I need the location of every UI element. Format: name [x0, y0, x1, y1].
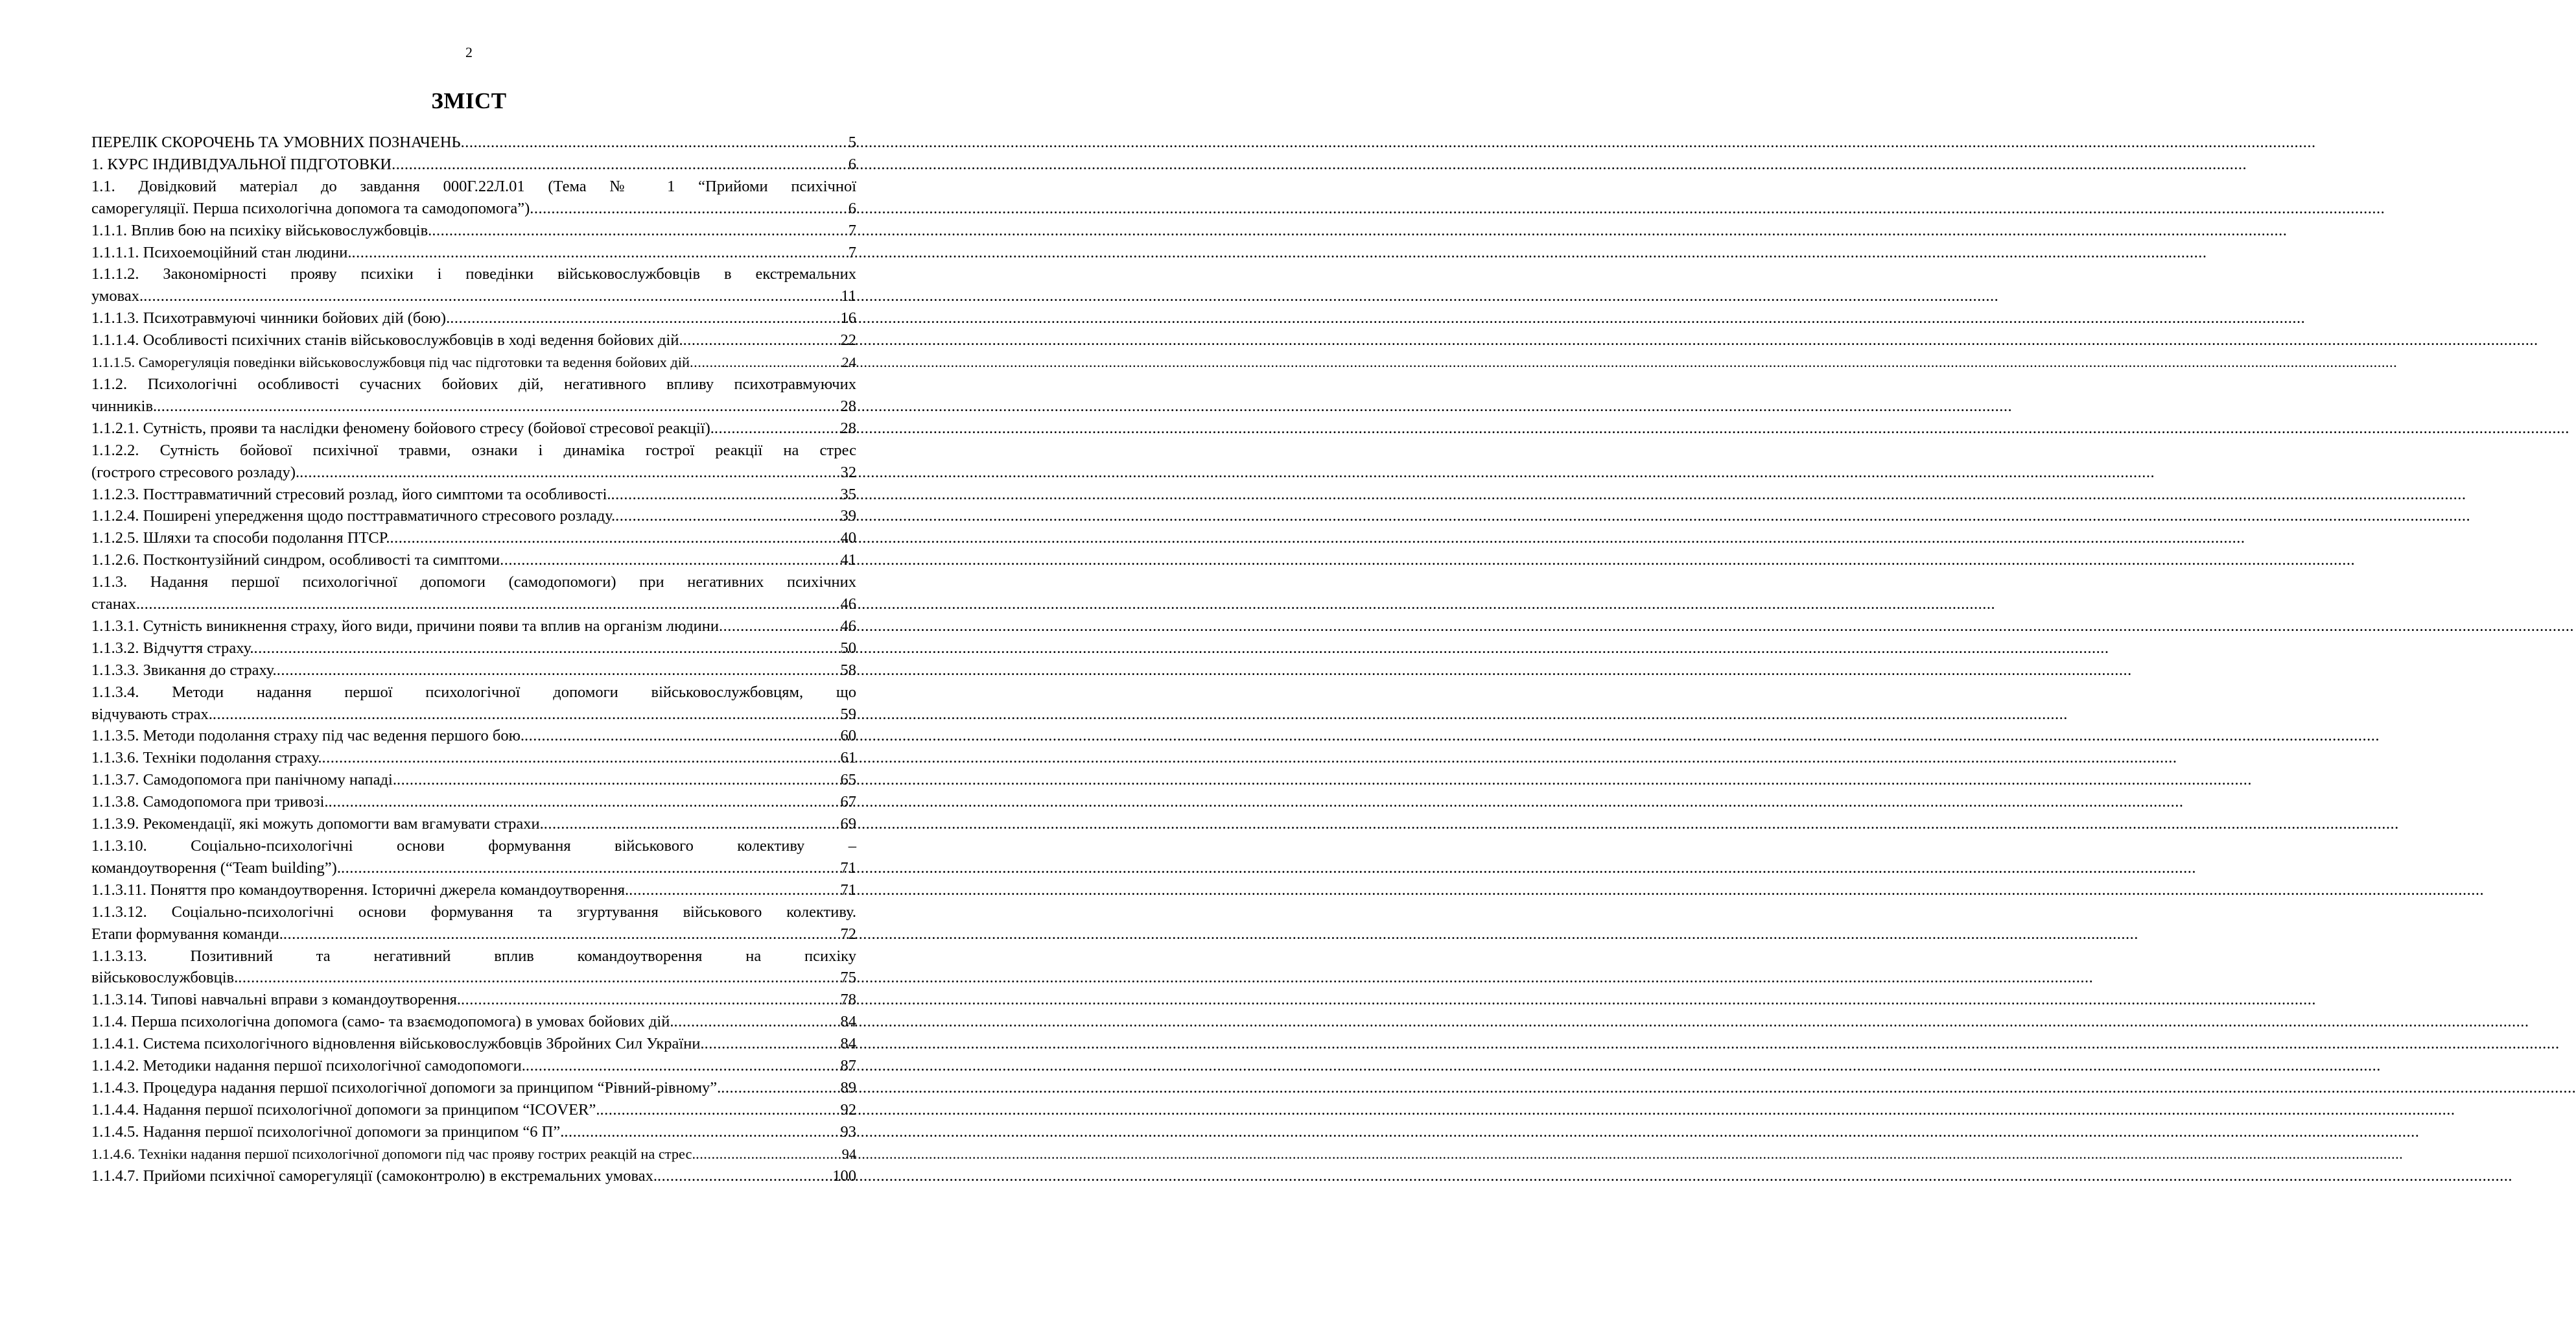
toc-entry-line [91, 637, 856, 659]
toc-entry-text: Етапи формування команди. [91, 925, 283, 943]
toc-entry-text: 1.1.1. Вплив бою на психіку військовослужбовців. [91, 221, 432, 239]
toc-entry-line [91, 967, 856, 989]
toc-entry [91, 307, 856, 329]
toc-page-number: 58 [840, 661, 856, 679]
toc-entry-line [91, 307, 856, 329]
dot-leader [450, 307, 840, 329]
toc-entry-line [91, 351, 856, 374]
toc-page-number: 6 [848, 199, 856, 217]
toc-entry [91, 1121, 856, 1143]
toc-page-number: 100 [832, 1167, 856, 1185]
toc-entry [91, 615, 856, 637]
dot-leader [461, 132, 849, 154]
toc-entry-text: 1.1.2.1. Сутність, прояви та наслідки феномену бойового стресу (бойової стресової реакції). [91, 419, 714, 437]
toc-page-number: 65 [840, 771, 856, 789]
dot-leader [719, 615, 840, 637]
toc-entry-text: 1.1.1.4. Особливості психічних станів військовослужбовців в ході ведення бойових дій. [91, 331, 683, 350]
dot-leader [544, 813, 841, 835]
toc-entry-line [91, 1055, 856, 1077]
toc-entry [91, 1099, 856, 1121]
toc-entry [91, 791, 856, 813]
dot-leader [341, 857, 841, 879]
toc-entry [91, 154, 856, 176]
toc-page-number: 22 [840, 331, 856, 350]
dot-leader [690, 351, 842, 374]
toc-page-number: 84 [840, 1013, 856, 1031]
toc-entry [91, 418, 856, 440]
toc-entry [91, 659, 856, 682]
toc-entry-text: 1.1.3.4. Методи надання першої психологічної допомоги військовослужбовцям, що [91, 683, 856, 701]
toc-page-number: 69 [840, 815, 856, 833]
dot-leader [277, 659, 841, 682]
dot-leader [629, 879, 840, 901]
toc-page-number: 39 [840, 507, 856, 525]
toc-page-number: 24 [841, 354, 856, 371]
toc-entry [91, 1077, 856, 1099]
toc-entry [91, 242, 856, 264]
dot-leader [140, 593, 840, 615]
toc-entry-text: 1.1.4.1. Система психологічного відновлення військовослужбовців Збройних Сил України. [91, 1035, 705, 1053]
dot-leader [615, 505, 840, 527]
toc-entry [91, 527, 856, 549]
toc-entry-line [91, 462, 856, 484]
toc-entry-text: 1.1.2. Психологічні особливості сучасних бойових дій, негативного впливу психотравмуючих [91, 375, 856, 393]
dot-leader [397, 769, 841, 791]
dot-leader [254, 637, 841, 659]
toc-entry-text: 1.1.2.6. Постконтузійний синдром, особливості та симптоми [91, 551, 500, 569]
toc-entry-text: 1.1.3.2. Відчуття страху. [91, 639, 254, 657]
toc-entry-line [91, 154, 856, 176]
toc-entry-line [91, 418, 856, 440]
toc-entry-line [91, 285, 856, 307]
toc-page-number: 7 [848, 221, 856, 239]
toc-entry [91, 351, 856, 374]
dot-leader [157, 396, 840, 418]
dot-leader [673, 1011, 840, 1033]
toc-entry-text: 1.1.4.7. Прийоми психічної саморегуляції (самоконтролю) в екстремальних умовах. [91, 1167, 658, 1185]
toc-entry [91, 220, 856, 242]
toc-entry-text: 1.1.3.14. Типові навчальні вправи з командоутворення. [91, 991, 461, 1009]
toc-page-number: 5 [848, 134, 856, 151]
dot-leader [299, 462, 840, 484]
toc-entry-text: 1.1.2.4. Поширені упередження щодо посттравматичного стресового розладу. [91, 507, 616, 525]
dot-leader [530, 198, 849, 220]
toc-entry-line [91, 725, 856, 747]
toc-page-number: 7 [848, 243, 856, 261]
toc-page-number: 32 [840, 463, 856, 481]
toc-entry-text: 1.1.3.9. Рекомендації, які можуть допомогти вам вгамувати страхи. [91, 815, 544, 833]
toc-entry-text: 1.1.3.3. Звикання до страху. [91, 661, 277, 679]
toc-entry-line [91, 198, 856, 220]
toc-page-number: 50 [840, 639, 856, 657]
toc-page-number: 6 [848, 155, 856, 173]
toc-entry-line [91, 1121, 856, 1143]
toc-entry-text: 1.1.3.10. Соціально-психологічні основи формування військового колективу – [91, 837, 856, 855]
toc-entry-line [91, 813, 856, 835]
document-page [0, 0, 938, 1328]
toc-entry-text: станах. [91, 595, 141, 613]
toc-page-number: 46 [840, 617, 856, 635]
toc-entry-text: 1.1.2.5. Шляхи та способи подолання ПТСР. [91, 529, 390, 547]
toc-page-number: 40 [840, 529, 856, 547]
toc-entry-text: 1.1.1.1. Психоемоційний стан людини. [91, 243, 352, 261]
toc-entry [91, 549, 856, 571]
toc-entry [91, 263, 856, 307]
toc-entry-text: 1.1.3.11. Поняття про командоутворення. Історичні джерела командоутворення. [91, 881, 629, 899]
toc-entry-text: 1. КУРС ІНДИВІДУАЛЬНОЇ ПІДГОТОВКИ [91, 155, 392, 173]
toc-entry-line [91, 879, 856, 901]
toc-page-number: 11 [841, 287, 856, 305]
toc-entry-text: командоутворення (“Team building”). [91, 859, 341, 877]
toc-entry-text: 1.1.4.3. Процедура надання першої психологічної допомоги за принципом “Рівний-рівному”. [91, 1078, 721, 1097]
toc-entry-line [91, 769, 856, 791]
toc-entry-text: ПЕРЕЛІК СКОРОЧЕНЬ ТА УМОВНИХ ПОЗНАЧЕНЬ [91, 134, 461, 151]
toc-entry-text: 1.1.3.12. Соціально-психологічні основи формування та згуртування військового колективу. [91, 903, 856, 921]
dot-leader [696, 1143, 842, 1165]
toc-entry-text: 1.1.2.2. Сутність бойової психічної травми, ознаки і динаміка гострої реакції на стрес [91, 441, 856, 459]
toc-entry-text: 1.1.3.7. Самодопомога при панічному нападі. [91, 771, 397, 789]
toc-entry [91, 879, 856, 901]
toc-entry-line [91, 527, 856, 549]
toc-entry-text: (гострого стресового розладу). [91, 463, 300, 481]
dot-leader [238, 967, 840, 989]
dot-leader [392, 154, 849, 176]
toc-entry-text: саморегуляції. Перша психологічна допомога та самодопомога”) [91, 199, 530, 217]
toc-title: ЗМІСТ [431, 88, 507, 113]
toc-entry-line [91, 1011, 856, 1033]
toc-entry-text: відчувають страх. [91, 705, 213, 723]
toc-entry-line [91, 659, 856, 682]
toc-entry-line [91, 923, 856, 945]
toc-page-number: 16 [840, 309, 856, 327]
toc-entry [91, 132, 856, 154]
toc-entry [91, 1143, 856, 1165]
toc-entry [91, 813, 856, 835]
dot-leader [461, 989, 841, 1011]
toc-entry-text: 1.1.3.1. Сутність виникнення страху, його види, причини появи та вплив на організм людини [91, 617, 720, 635]
dot-leader [390, 527, 840, 549]
toc-entry-line [91, 132, 856, 154]
toc-entry-line [91, 484, 856, 506]
toc-entry [91, 374, 856, 418]
toc-entry [91, 682, 856, 726]
toc-entry [91, 637, 856, 659]
toc-entry-text: 1.1.1.2. Закономірності прояву психіки і поведінки військовослужбовців в екстремальних [91, 265, 856, 283]
toc-entry-text: 1.1. Довідковий матеріал до завдання 000Г.22Л.01 (Тема № 1 “Прийоми психічної [91, 177, 856, 195]
toc-entry-line [91, 989, 856, 1011]
toc-entry [91, 747, 856, 769]
toc-page-number: 60 [840, 727, 856, 745]
dot-leader [526, 1055, 841, 1077]
toc-entry-text: 1.1.1.5. Саморегуляція поведінки військовослужбовця під час підготовки та ведення бойових дій [91, 354, 690, 371]
dot-leader [714, 418, 841, 440]
toc-entry-text: військовослужбовців. [91, 969, 239, 987]
toc-entry-line [91, 505, 856, 527]
toc-entry-text: 1.1.3.6. Техніки подолання страху. [91, 749, 322, 767]
dot-leader [524, 725, 841, 747]
dot-leader [322, 747, 841, 769]
toc-entry [91, 571, 856, 615]
toc-entry-text: 1.1.4.6. Техніки надання першої психологічної допомоги під час прояву гострих реакцій на стрес. [91, 1145, 696, 1162]
toc-entry-line [91, 396, 856, 418]
toc-entry-line [91, 1077, 856, 1099]
toc-entry-text: чинників. [91, 397, 158, 415]
toc-entry-line [91, 1033, 856, 1055]
toc-entry-text: 1.1.4. Перша психологічна допомога (само- та взаємодопомога) в умовах бойових дій. [91, 1013, 674, 1031]
toc-entry-line [91, 791, 856, 813]
toc-page-number: 89 [840, 1078, 856, 1097]
toc-entry [91, 505, 856, 527]
dot-leader [213, 704, 841, 726]
toc-entry [91, 1165, 856, 1187]
toc-entry-line [91, 549, 856, 571]
toc-page-number: 41 [840, 551, 856, 569]
toc-entry-line [91, 857, 856, 879]
toc-page-number: 46 [840, 595, 856, 613]
toc-page-number: 92 [840, 1100, 856, 1119]
toc-entry-line [91, 1099, 856, 1121]
toc-entry-line [91, 1143, 856, 1165]
toc-entry-text: 1.1.3.8. Самодопомога при тривозі. [91, 793, 329, 811]
toc-entry-text: 1.1.2.3. Посттравматичний стресовий розлад, його симптоми та особливості. [91, 485, 611, 503]
toc-entry-line [91, 329, 856, 351]
toc-entry [91, 835, 856, 879]
toc-entry-text: 1.1.3.13. Позитивний та негативний вплив командоутворення на психіку [91, 947, 856, 965]
toc-page-number: 75 [840, 969, 856, 987]
toc-page-number: 59 [840, 705, 856, 723]
toc-entry [91, 725, 856, 747]
toc-page-number: 28 [840, 397, 856, 415]
dot-leader [500, 549, 840, 571]
toc-entry [91, 769, 856, 791]
toc-entry [91, 484, 856, 506]
toc-page-number: 35 [840, 485, 856, 503]
toc-entry [91, 1033, 856, 1055]
toc-entry [91, 176, 856, 220]
toc-entry-text: 1.1.3.5. Методи подолання страху під час ведення першого бою. [91, 727, 524, 745]
toc-page-number: 61 [840, 749, 856, 767]
dot-leader [705, 1033, 841, 1055]
toc-entry-line [91, 615, 856, 637]
toc-entry-line [91, 704, 856, 726]
toc-page-number: 87 [840, 1057, 856, 1075]
toc-page-number: 78 [840, 991, 856, 1009]
toc-entry-line [91, 747, 856, 769]
toc-page-number: 71 [840, 881, 856, 899]
dot-leader [683, 329, 841, 351]
toc-entry-text: 1.1.4.2. Методики надання першої психологічної самодопомоги. [91, 1057, 526, 1075]
toc-page-number: 67 [840, 793, 856, 811]
toc-entry-text: 1.1.3. Надання першої психологічної допомоги (самодопомоги) при негативних психічних [91, 573, 856, 591]
toc-entry-text: 1.1.4.4. Надання першої психологічної допомоги за принципом “ICOVER”. [91, 1100, 600, 1119]
dot-leader [329, 791, 841, 813]
toc-entry-line [91, 1165, 856, 1187]
toc-entry-line [91, 242, 856, 264]
toc-entry-text: 1.1.4.5. Надання першої психологічної допомоги за принципом “6 П”. [91, 1122, 565, 1141]
dot-leader [657, 1165, 832, 1187]
dot-leader [352, 242, 849, 264]
toc-page-number: 28 [840, 419, 856, 437]
dot-leader [143, 285, 841, 307]
toc-entry [91, 901, 856, 945]
toc-entry-line [91, 220, 856, 242]
dot-leader [283, 923, 841, 945]
toc-page-number: 71 [840, 859, 856, 877]
toc-entry-text: умовах. [91, 287, 144, 305]
toc-entry [91, 989, 856, 1011]
dot-leader [432, 220, 848, 242]
toc-entry [91, 329, 856, 351]
toc-entry-line [91, 593, 856, 615]
toc-entry [91, 1011, 856, 1033]
dot-leader [600, 1099, 840, 1121]
toc-page-number: 84 [840, 1035, 856, 1053]
dot-leader [611, 484, 841, 506]
dot-leader [721, 1077, 840, 1099]
toc-page-number: 72 [840, 925, 856, 943]
toc-page-number: 94 [841, 1145, 856, 1162]
page-number: 2 [465, 44, 473, 60]
toc-entry [91, 1055, 856, 1077]
toc-page-number: 93 [840, 1122, 856, 1141]
toc-entry [91, 440, 856, 484]
table-of-contents [91, 132, 856, 1187]
toc-entry-text: 1.1.1.3. Психотравмуючі чинники бойових дій (бою). [91, 309, 451, 327]
dot-leader [564, 1121, 840, 1143]
toc-entry [91, 945, 856, 990]
